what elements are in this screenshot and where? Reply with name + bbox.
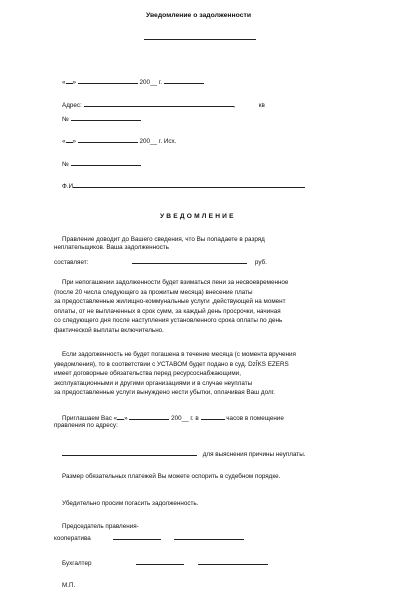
para3-line: уведомления), то в соответствии с УСТАВОМ будет подано в суд. DzĪKS EZERS (54, 361, 289, 368)
request-line: Убедительно просим погасить задолженность. (62, 500, 199, 507)
outgoing-date-line (62, 136, 176, 145)
accountant-line (62, 558, 268, 567)
invite-line (62, 413, 284, 422)
invite-month-blank (129, 413, 169, 420)
outgoing-number-line (62, 159, 141, 168)
invite-hours-label: часов в помещение (226, 415, 284, 422)
accountant-signature-blank (136, 558, 184, 565)
month-blank (78, 77, 138, 84)
chairman-title: Председатель правления- (62, 523, 139, 530)
para3-line: эксплуатационными и другими организациями и в случае неуплаты (54, 380, 253, 387)
invite-year: 200__ г. в (171, 415, 199, 422)
number-label: № (62, 116, 69, 123)
chairman-name-blank (174, 533, 244, 540)
para1-line3 (54, 257, 267, 266)
date-year-suffix: __ г. (150, 79, 163, 86)
para3-line: за предоставленные услуги вынуждено нести убытки, оплачивая Ваш долг. (54, 389, 275, 396)
date-year: 200 (139, 79, 151, 86)
para2-line: за предоставленные жилищно-коммунальные услуги ,действующей на момент (54, 298, 286, 305)
address-label: Адрес: (62, 102, 82, 109)
out-month-blank (78, 136, 138, 143)
number2-blank (71, 159, 141, 166)
out-year: 200 (139, 138, 151, 145)
day-blank (66, 77, 73, 84)
para2-line: со следующего дня после наступления установленного срока оплаты по день (54, 317, 283, 324)
accountant-name-blank (198, 558, 268, 565)
para2-line: (после 20 числа следующего за прожитым месяца) внесение платы (54, 289, 253, 296)
accountant-label: Бухгалтер (62, 560, 92, 567)
invite-line2: правления по адресу: (54, 422, 118, 429)
account-number-line (62, 114, 141, 123)
reason-blank (62, 449, 197, 456)
invite-quote-close: » (124, 415, 128, 422)
para1-line1: Правление доводит до Вашего сведения, что Вы попадаете в разряд (62, 236, 265, 243)
reason-label: для выяснения причины неуплаты. (202, 451, 306, 458)
debt-label: составляет: (54, 259, 89, 266)
invite-prefix: Приглашаем Вас « (62, 415, 118, 422)
address-blank (84, 100, 234, 107)
fio-label: Ф.И (62, 183, 74, 190)
fio-line (62, 181, 305, 190)
number-blank (71, 114, 141, 121)
notice-heading: УВЕДОМЛЕНИЕ (160, 213, 236, 220)
date-quote-open: « (62, 79, 66, 86)
fio-blank (73, 181, 305, 188)
date-extra-blank (164, 77, 204, 84)
out-quote-close: » (72, 138, 77, 145)
para2-line: При непогашении задолженности будет взиматься пени за несвоевременное (62, 279, 289, 286)
invite-hour-blank (201, 413, 225, 420)
address-line (62, 100, 265, 109)
out-year-suffix: __ г. Исх. (150, 138, 177, 145)
date-quote-close: » (72, 79, 77, 86)
chairman-line (54, 533, 244, 542)
chairman-title-line2: кооператива (54, 535, 91, 542)
para1-line2: неплательщиков. Ваша задолженность (54, 244, 169, 251)
number2-label: № (62, 161, 69, 168)
para2-line: оплаты, от не выплаченных в срок сумм, за каждый день просрочки, начиная (54, 308, 281, 315)
reason-line (62, 449, 305, 458)
para2-line: фактической выплаты включительно. (54, 327, 164, 334)
currency-label: руб. (254, 259, 267, 266)
para3-line: имеет договорные обязательства перед ресурсоснабжающими, (54, 370, 241, 377)
stamp-label: М.П. (62, 582, 76, 589)
debt-amount-blank (132, 257, 247, 264)
apartment-label: кв (258, 102, 265, 109)
recipient-line (144, 39, 256, 40)
address-sep: , (233, 102, 236, 109)
out-quote-open: « (62, 138, 66, 145)
chairman-signature-blank (113, 533, 161, 540)
court-line: Размер обязательных платежей Вы можете оспорить в судебном порядке. (62, 473, 281, 480)
date-line (62, 77, 204, 86)
document-title: Уведомление о задолженности (146, 12, 251, 19)
para3-line: Если задолженность не будет погашена в течение месяца (с момента вручения (62, 351, 296, 358)
